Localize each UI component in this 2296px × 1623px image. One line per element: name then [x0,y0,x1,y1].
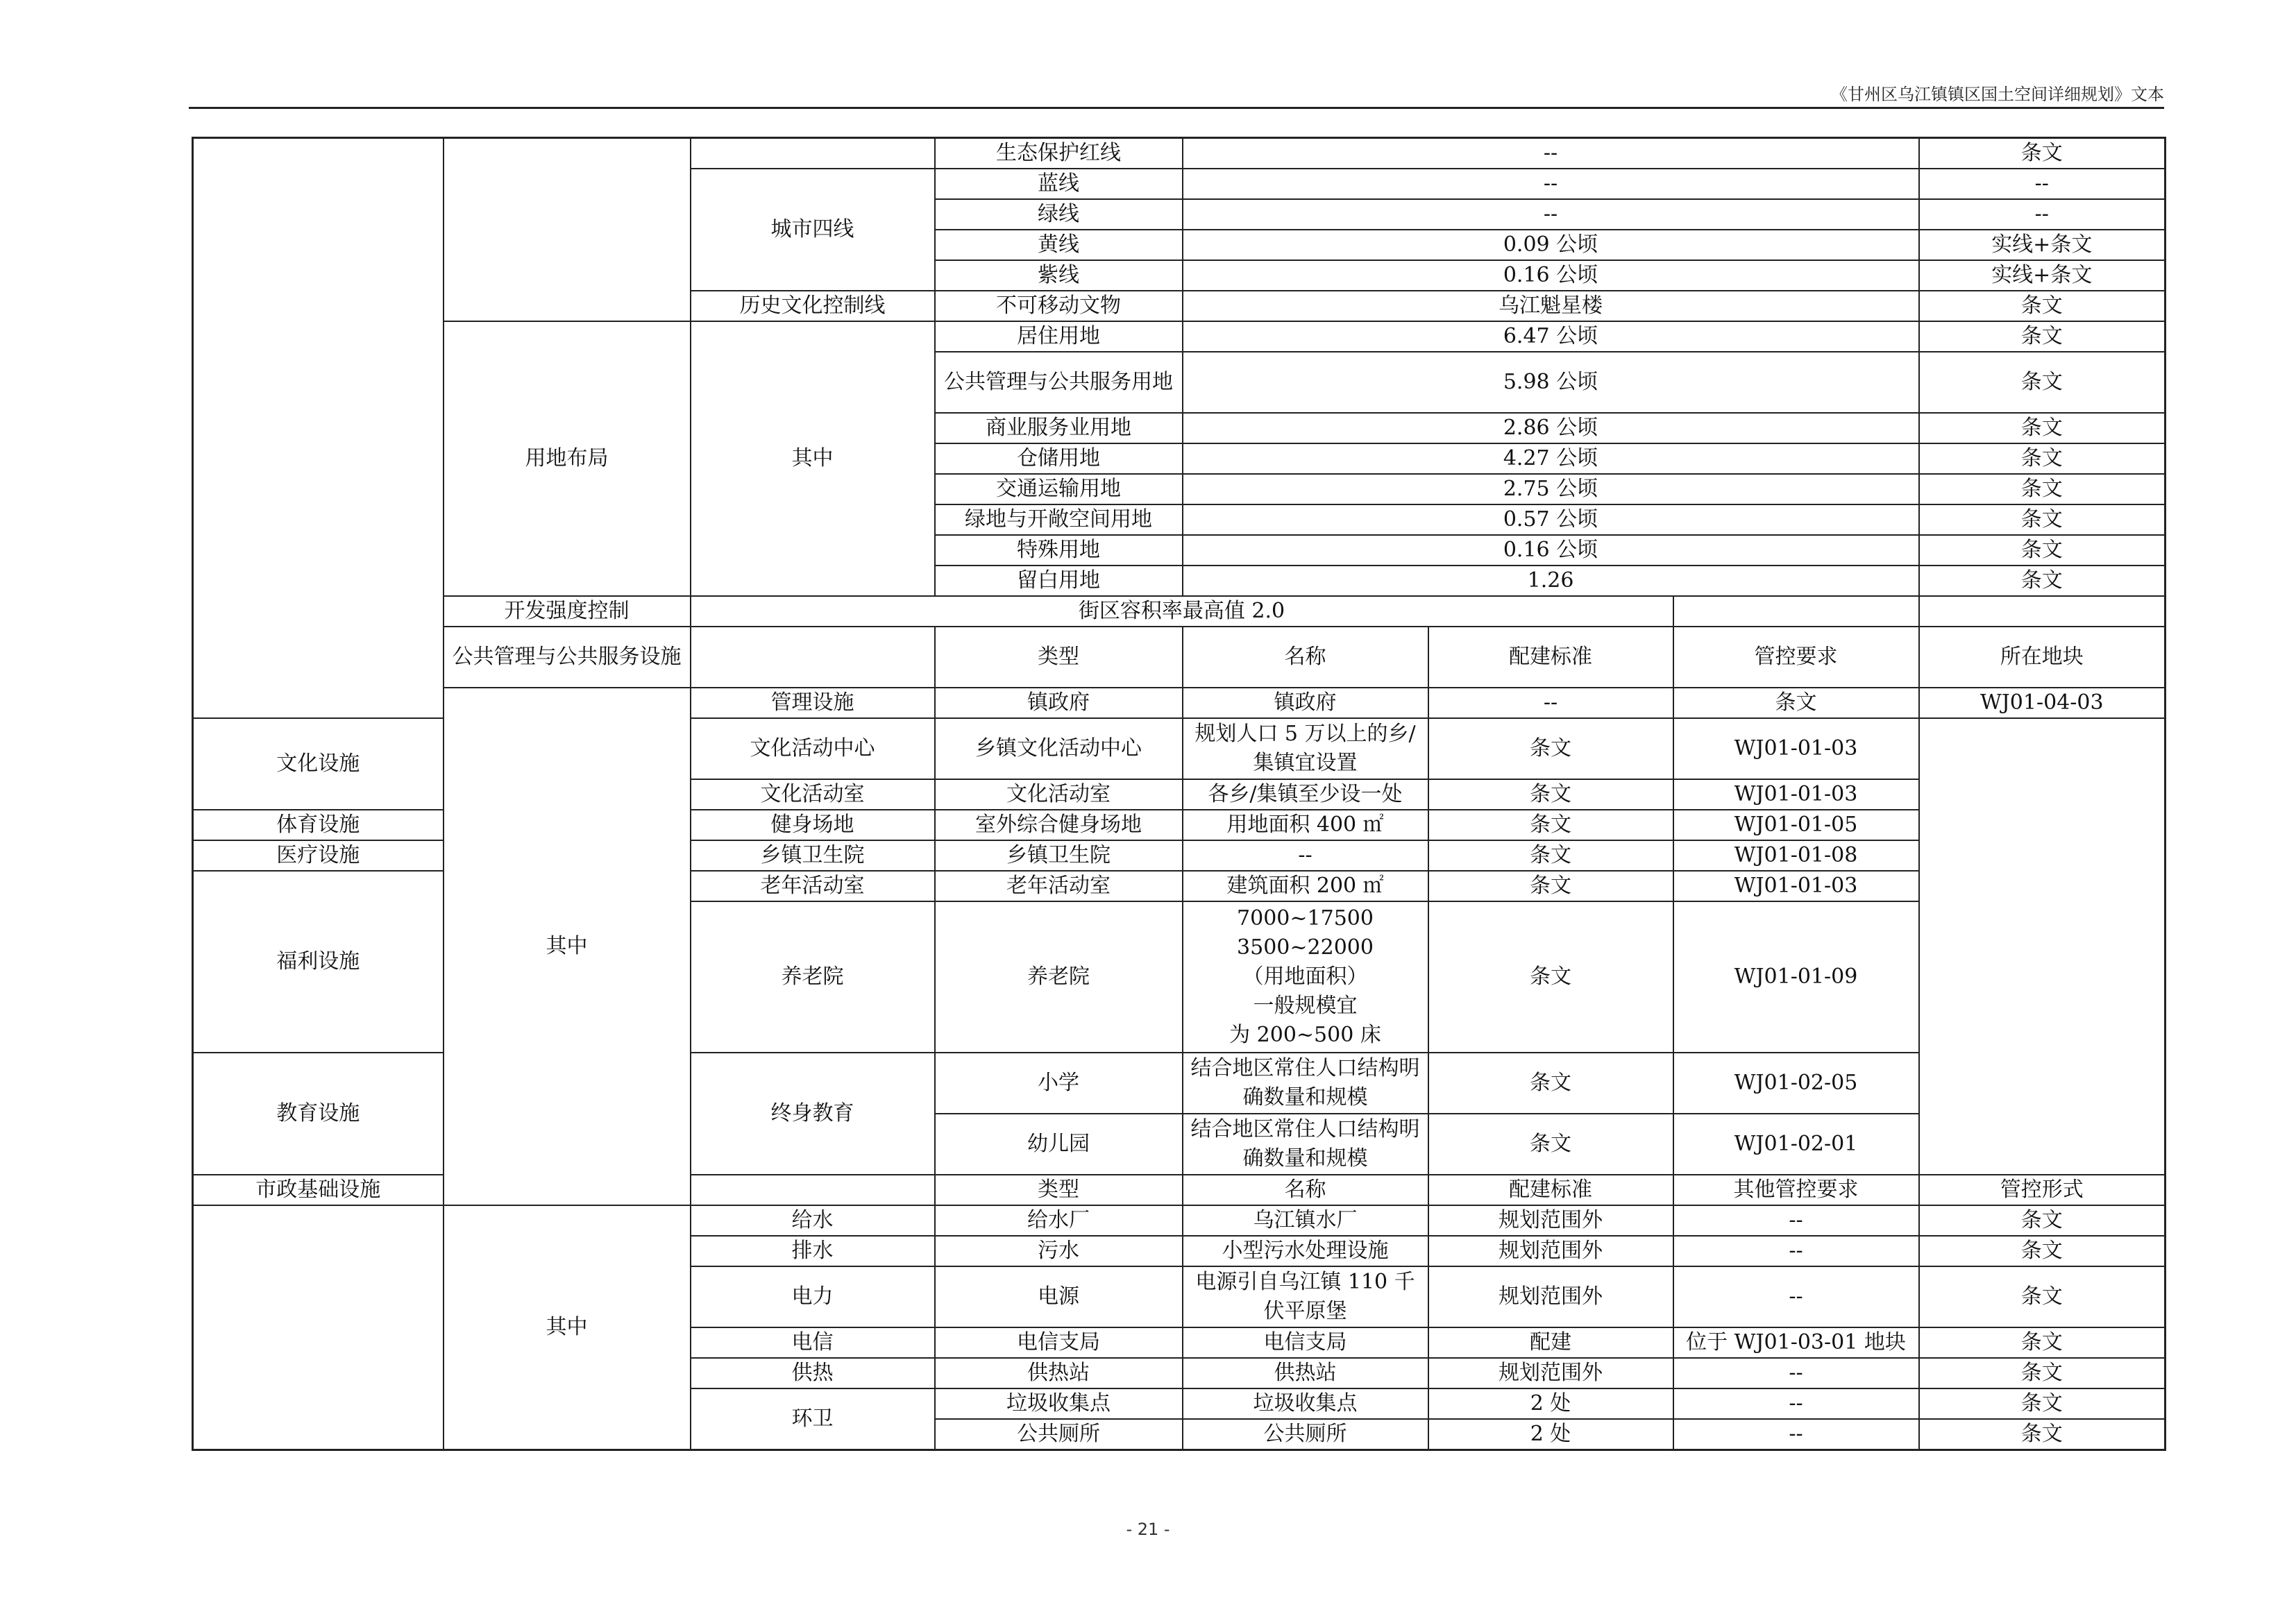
table-cell: 实线+条文 [1919,260,2166,291]
table-cell: WJ01-01-05 [1673,810,1919,840]
table-cell: -- [1183,169,1919,199]
table-cell: -- [1919,199,2166,230]
table-cell: 乌江镇水厂 [1183,1205,1428,1236]
table-cell: 4.27 公顷 [1183,443,1919,474]
text-line: 7000~17500 [1237,906,1374,931]
table-cell: 条文 [1919,1205,2166,1236]
table-cell: 5.98 公顷 [1183,352,1919,413]
table-cell: 黄线 [935,230,1183,260]
table-cell: 历史文化控制线 [691,291,935,321]
table-cell: 管理设施 [691,688,935,718]
table-cell: 用地面积 400 ㎡ [1183,810,1428,840]
table-cell: 留白用地 [935,566,1183,596]
table-cell: -- [1673,1388,1919,1419]
table-header-cell: 类型 [935,1175,1183,1205]
table-cell: 生态保护红线 [935,138,1183,169]
page-number: - 21 - [1126,1520,1170,1539]
table-cell: 0.09 公顷 [1183,230,1919,260]
table-cell: 福利设施 [193,871,444,1053]
table-cell: -- [1673,1236,1919,1266]
table-cell: 条文 [1919,413,2166,443]
table-cell: 其中 [691,321,935,596]
table-cell: 小学 [935,1053,1183,1114]
table-cell: 终身教育 [691,1053,935,1175]
table-row [193,688,2166,718]
table-row [193,596,2166,627]
table-cell: 镇政府 [935,688,1183,718]
text-line: 为 200~500 床 [1229,1023,1381,1047]
table-cell: 供热 [691,1358,935,1388]
header-rule [189,107,2164,109]
table-cell: 条文 [1919,443,2166,474]
table-cell: 位于 WJ01-03-01 地块 [1673,1327,1919,1358]
table-cell: 建筑面积 200 ㎡ [1183,871,1428,901]
table-cell: 条文 [1428,840,1673,871]
table-cell: 乡镇卫生院 [691,840,935,871]
table-cell: 条文 [1428,901,1673,1053]
table-cell: 供热站 [935,1358,1183,1388]
table-cell: 条文 [1919,1236,2166,1266]
table-cell: 条文 [1919,291,2166,321]
table-cell: WJ01-01-03 [1673,718,1919,779]
table-cell: 绿地与开敞空间用地 [935,504,1183,535]
table-cell: 结合地区常住人口结构明确数量和规模 [1183,1053,1428,1114]
table-cell: 1.26 [1183,566,1919,596]
table-cell: 条文 [1919,474,2166,504]
table-cell: 给水 [691,1205,935,1236]
table-cell: 条文 [1919,352,2166,413]
table-cell: 条文 [1919,535,2166,566]
table-cell: 实线+条文 [1919,230,2166,260]
table-cell: 文化活动中心 [691,718,935,779]
table-cell: 街区容积率最高值 2.0 [691,596,1673,627]
table-cell: 环卫 [691,1388,935,1450]
table-cell: 文化活动室 [691,779,935,810]
table-cell: 2.86 公顷 [1183,413,1919,443]
table-cell: 老年活动室 [691,871,935,901]
table-cell: WJ01-02-01 [1673,1114,1919,1175]
table-header-cell: 类型 [935,627,1183,688]
table-cell: 养老院 [691,901,935,1053]
table-row [193,321,2166,352]
text-line: 3500~22000 [1237,935,1374,960]
table-cell: -- [1673,1358,1919,1388]
table-cell: 规划范围外 [1428,1236,1673,1266]
table-header-cell: 配建标准 [1428,1175,1673,1205]
table-header-cell: 配建标准 [1428,627,1673,688]
table-row [193,627,2166,688]
table-cell: 公共厕所 [1183,1419,1428,1450]
table-cell: 条文 [1919,1419,2166,1450]
table-cell: 规划人口 5 万以上的乡/集镇宜设置 [1183,718,1428,779]
table-cell: 污水 [935,1236,1183,1266]
table-row [193,138,2166,169]
table-cell: -- [1183,199,1919,230]
table-cell: 配建 [1428,1327,1673,1358]
table-header-cell: 管控形式 [1919,1175,2166,1205]
table-cell: WJ01-01-03 [1673,871,1919,901]
table-cell: 公共管理与公共服务用地 [935,352,1183,413]
table-header-cell: 其他管控要求 [1673,1175,1919,1205]
table-cell: WJ01-02-05 [1673,1053,1919,1114]
table-cell: 文化设施 [193,718,444,810]
table-cell: 规划范围外 [1428,1266,1673,1327]
table-cell: 电信支局 [1183,1327,1428,1358]
table-cell: 特殊用地 [935,535,1183,566]
table-cell [691,138,935,169]
table-cell [193,1205,444,1450]
table-cell: WJ01-04-03 [1919,688,2166,718]
table-cell: WJ01-01-03 [1673,779,1919,810]
table-cell: 电信 [691,1327,935,1358]
table-cell: 幼儿园 [935,1114,1183,1175]
table-cell [691,627,935,688]
table-cell: 商业服务业用地 [935,413,1183,443]
table-cell: 0.16 公顷 [1183,535,1919,566]
text-line: 一般规模宜 [1253,994,1358,1018]
table-cell: 其中 [444,688,691,1205]
table-cell: 教育设施 [193,1053,444,1175]
table-cell: 排水 [691,1236,935,1266]
table-cell: 条文 [1673,688,1919,718]
table-cell: 绿线 [935,199,1183,230]
table-cell: 公共管理与公共服务设施 [444,627,691,688]
table-cell: 养老院 [935,901,1183,1053]
table-cell: -- [1183,138,1919,169]
table-cell: 0.16 公顷 [1183,260,1919,291]
table-cell: 结合地区常住人口结构明确数量和规模 [1183,1114,1428,1175]
table-cell: 紫线 [935,260,1183,291]
table-cell: 乡镇文化活动中心 [935,718,1183,779]
table-cell: 条文 [1919,504,2166,535]
table-cell: 开发强度控制 [444,596,691,627]
table-header-cell: 名称 [1183,1175,1428,1205]
table-cell: 不可移动文物 [935,291,1183,321]
table-cell: 2.75 公顷 [1183,474,1919,504]
table-cell: -- [1183,840,1428,871]
table-cell: 6.47 公顷 [1183,321,1919,352]
table-cell: -- [1673,1266,1919,1327]
table-cell [444,138,691,322]
table-cell: 条文 [1428,1114,1673,1175]
table-cell: 文化活动室 [935,779,1183,810]
table-cell: 条文 [1428,871,1673,901]
table-cell: 蓝线 [935,169,1183,199]
table-cell: 用地布局 [444,321,691,596]
table-cell: 其中 [444,1205,691,1450]
table-cell: 垃圾收集点 [1183,1388,1428,1419]
table-header-cell: 管控要求 [1673,627,1919,688]
table-cell: 2 处 [1428,1419,1673,1450]
table-row [193,1205,2166,1236]
table-cell: 条文 [1428,810,1673,840]
table-cell: -- [1428,688,1673,718]
table-cell: 规划范围外 [1428,1358,1673,1388]
table-header-cell: 名称 [1183,627,1428,688]
table-cell: 条文 [1919,566,2166,596]
table-cell: 条文 [1919,138,2166,169]
table-cell: 老年活动室 [935,871,1183,901]
table-cell: 交通运输用地 [935,474,1183,504]
table-header-cell: 所在地块 [1919,627,2166,688]
table-cell: 条文 [1919,321,2166,352]
table-cell: 市政基础设施 [193,1175,444,1205]
table-cell: 2 处 [1428,1388,1673,1419]
table-cell: 城市四线 [691,169,935,291]
table-cell: 供热站 [1183,1358,1428,1388]
table-cell: 条文 [1919,1266,2166,1327]
table-cell: 0.57 公顷 [1183,504,1919,535]
table-cell: 公共厕所 [935,1419,1183,1450]
table-cell: 仓储用地 [935,443,1183,474]
table-cell: 乡镇卫生院 [935,840,1183,871]
table-cell: 各乡/集镇至少设一处 [1183,779,1428,810]
table-cell: 条文 [1919,1358,2166,1388]
table-cell: 居住用地 [935,321,1183,352]
table-cell: 给水厂 [935,1205,1183,1236]
table-cell: 医疗设施 [193,840,444,871]
table-cell: 体育设施 [193,810,444,840]
document-header-title: 《甘州区乌江镇镇区国土空间详细规划》文本 [1831,85,2164,104]
table-cell: -- [1673,1419,1919,1450]
table-cell [691,1175,935,1205]
planning-control-table [192,137,2166,1451]
table-cell: 条文 [1919,1388,2166,1419]
table-cell [1673,596,1919,627]
table-cell: 电源 [935,1266,1183,1327]
table-cell: WJ01-01-08 [1673,840,1919,871]
table-cell: 健身场地 [691,810,935,840]
table-cell: 小型污水处理设施 [1183,1236,1428,1266]
table-cell [1183,901,1428,1053]
table-cell: 条文 [1428,1053,1673,1114]
table-cell: 镇政府 [1183,688,1428,718]
table-cell: 室外综合健身场地 [935,810,1183,840]
table-cell: 乌江魁星楼 [1183,291,1919,321]
table-cell: -- [1919,169,2166,199]
table-cell [193,138,444,719]
table-cell: 垃圾收集点 [935,1388,1183,1419]
table-cell: 电源引自乌江镇 110 千伏平原堡 [1183,1266,1428,1327]
table-cell: 电力 [691,1266,935,1327]
text-line: （用地面积） [1242,965,1368,989]
table-cell: WJ01-01-09 [1673,901,1919,1053]
table-cell: 条文 [1428,779,1673,810]
table-cell: 条文 [1919,1327,2166,1358]
table-cell: 电信支局 [935,1327,1183,1358]
table-cell: -- [1673,1205,1919,1236]
table-cell: 规划范围外 [1428,1205,1673,1236]
table-cell: 条文 [1428,718,1673,779]
